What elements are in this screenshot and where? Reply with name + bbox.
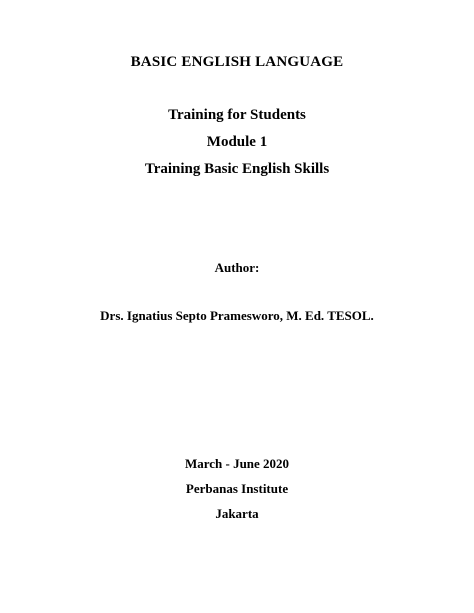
author-label: Author:: [214, 260, 260, 275]
author-name: Drs. Ignatius Septo Pramesworo, M. Ed. TESOL.: [100, 308, 374, 323]
institute-name: Perbanas Institute: [185, 481, 289, 496]
subtitle-module: Module 1: [206, 134, 268, 150]
subtitle-audience: Training for Students: [168, 107, 306, 123]
document-date: March - June 2020: [184, 456, 290, 471]
document-title: BASIC ENGLISH LANGUAGE: [130, 54, 344, 70]
city-name: Jakarta: [215, 506, 259, 521]
subtitle-topic: Training Basic English Skills: [144, 161, 330, 177]
